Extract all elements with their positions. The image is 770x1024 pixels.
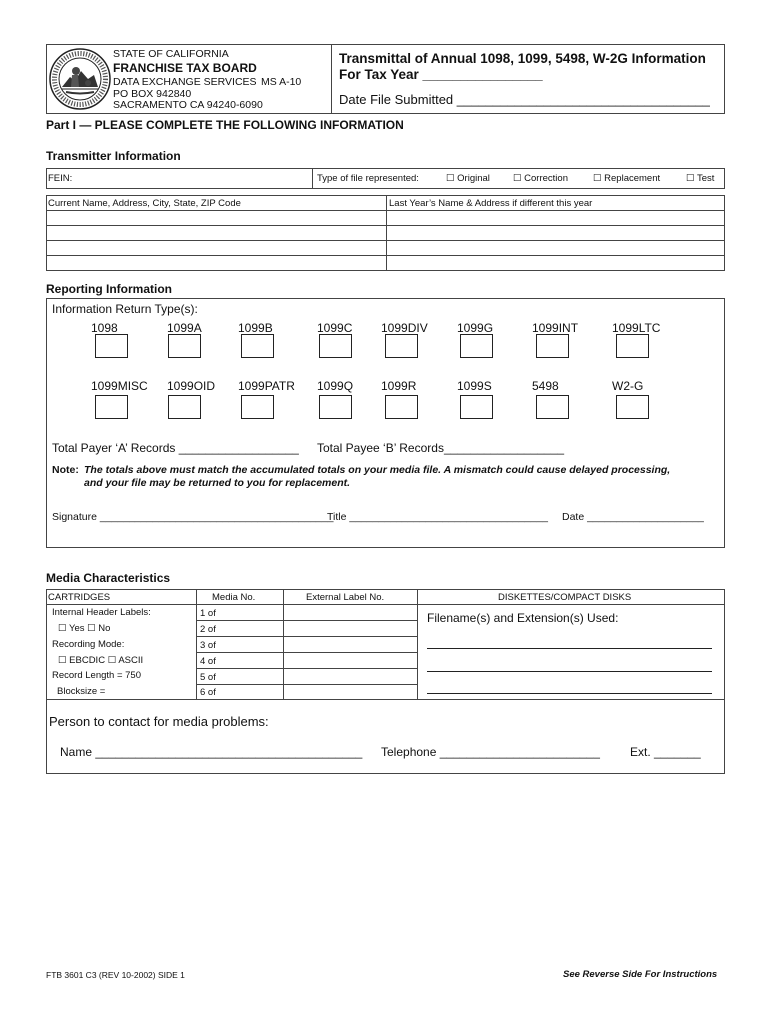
type-label-1099misc: 1099MISC	[91, 379, 148, 393]
media-no-3: 3 of	[200, 640, 216, 651]
media-row-line-4	[196, 668, 417, 669]
header-dept: DATA EXCHANGE SERVICES	[113, 76, 257, 88]
type-label-1099a: 1099A	[167, 321, 202, 335]
option-correction-label: Correction	[524, 173, 568, 184]
file-type-label: Type of file represented:	[317, 173, 419, 184]
filename-line-2[interactable]	[427, 671, 712, 672]
name-address-divider	[386, 195, 387, 271]
checkbox-w2g[interactable]	[616, 395, 649, 419]
checkbox-1099b[interactable]	[241, 334, 274, 358]
type-label-1099int: 1099INT	[532, 321, 579, 335]
media-row-line-2	[196, 636, 417, 637]
type-label-1099patr: 1099PATR	[238, 379, 295, 393]
tax-year-field[interactable]: For Tax Year ________________	[339, 67, 543, 82]
type-label-1099oid: 1099OID	[167, 379, 216, 393]
ebcdic-ascii-options[interactable]: ☐ EBCDIC ☐ ASCII	[58, 655, 144, 666]
row-line-2	[46, 225, 725, 226]
current-name-label: Current Name, Address, City, State, ZIP Code	[48, 198, 241, 209]
internal-header-label: Internal Header Labels:	[52, 607, 151, 618]
header-city: SACRAMENTO CA 94240-6090	[113, 99, 263, 111]
type-label-1099div: 1099DIV	[381, 321, 428, 335]
media-heading: Media Characteristics	[46, 571, 171, 585]
option-replacement-label: Replacement	[604, 173, 661, 184]
note-line-2: and your file may be returned to you for replacement.	[84, 477, 351, 489]
type-label-1099q: 1099Q	[317, 379, 354, 393]
checkbox-1099misc[interactable]	[95, 395, 128, 419]
checkbox-1099oid[interactable]	[168, 395, 201, 419]
header-state: STATE OF CALIFORNIA	[113, 48, 229, 60]
checkbox-1099div[interactable]	[385, 334, 418, 358]
type-label-1098: 1098	[91, 321, 118, 335]
media-col-2	[283, 589, 284, 699]
col-cartridges: CARTRIDGES	[48, 592, 111, 603]
signature-field[interactable]: Signature ________________________________________	[52, 511, 334, 523]
row-line-3	[46, 240, 725, 241]
media-header-line	[46, 604, 725, 605]
note-line-1: The totals above must match the accumulated totals on your media file. A mismatch could cause delayed processing,	[84, 464, 671, 476]
checkbox-1099c[interactable]	[319, 334, 352, 358]
media-col-1	[196, 589, 197, 699]
option-test-label: Test	[696, 173, 715, 184]
form-id: FTB 3601 C3 (REV 10-2002) SIDE 1	[46, 970, 185, 980]
type-label-1099r: 1099R	[381, 379, 417, 393]
option-correction[interactable]: ☐ Correction	[513, 173, 568, 184]
contact-telephone-field[interactable]: Telephone ________________________	[381, 745, 600, 759]
recording-mode-label: Recording Mode:	[52, 639, 125, 650]
total-payee-field[interactable]: Total Payee ‘B’ Records__________________	[317, 441, 565, 455]
media-row-line-5	[196, 684, 417, 685]
contact-heading: Person to contact for media problems:	[49, 714, 269, 729]
type-label-w2g: W2-G	[612, 379, 644, 393]
media-bottom-line	[46, 699, 725, 700]
media-no-1: 1 of	[200, 608, 216, 619]
media-no-2: 2 of	[200, 624, 216, 635]
header-ms: MS A-10	[261, 76, 302, 88]
checkbox-5498[interactable]	[536, 395, 569, 419]
form-title: Transmittal of Annual 1098, 1099, 5498, W-2G Information	[339, 51, 706, 66]
state-seal-icon	[48, 47, 112, 111]
record-length-label: Record Length = 750	[52, 670, 141, 681]
fein-field[interactable]: FEIN:	[48, 173, 73, 184]
contact-ext-field[interactable]: Ext. _______	[630, 745, 701, 759]
type-label-1099ltc: 1099LTC	[612, 321, 661, 335]
checkbox-1099int[interactable]	[536, 334, 569, 358]
checkbox-1099s[interactable]	[460, 395, 493, 419]
checkbox-1099a[interactable]	[168, 334, 201, 358]
title-field[interactable]: Title __________________________________	[327, 511, 548, 523]
media-no-5: 5 of	[200, 672, 216, 683]
date-file-submitted-field[interactable]: Date File Submitted ___________________________________	[339, 92, 710, 107]
col-diskettes: DISKETTES/COMPACT DISKS	[498, 592, 632, 603]
media-row-line-1	[196, 620, 417, 621]
filename-line-1[interactable]	[427, 648, 712, 649]
contact-name-field[interactable]: Name ________________________________________	[60, 745, 363, 759]
media-col-3	[417, 589, 418, 699]
option-replacement[interactable]: ☐ Replacement	[593, 173, 661, 184]
total-payer-field[interactable]: Total Payer ‘A’ Records __________________	[52, 441, 299, 455]
col-external-label: External Label No.	[306, 592, 385, 603]
return-types-label: Information Return Type(s):	[52, 302, 198, 316]
checkbox-1099r[interactable]	[385, 395, 418, 419]
note-label: Note:	[52, 464, 79, 476]
checkbox-1099ltc[interactable]	[616, 334, 649, 358]
header-pobox: PO BOX 942840	[113, 88, 192, 100]
row-line-4	[46, 255, 725, 256]
media-row-line-3	[196, 652, 417, 653]
checkbox-1099patr[interactable]	[241, 395, 274, 419]
filename-line-3[interactable]	[427, 693, 712, 694]
reverse-side-note: See Reverse Side For Instructions	[563, 969, 718, 980]
transmitter-heading: Transmitter Information	[46, 149, 181, 163]
media-no-6: 6 of	[200, 687, 216, 698]
checkbox-1099g[interactable]	[460, 334, 493, 358]
checkbox-1099q[interactable]	[319, 395, 352, 419]
type-label-1099c: 1099C	[317, 321, 353, 335]
checkbox-1098[interactable]	[95, 334, 128, 358]
option-test[interactable]: ☐ Test	[686, 173, 715, 184]
fein-divider	[312, 168, 313, 189]
filenames-label: Filename(s) and Extension(s) Used:	[427, 611, 619, 625]
date-field[interactable]: Date ____________________	[562, 511, 704, 523]
header-agency: FRANCHISE TAX BOARD	[113, 61, 257, 75]
row-line-1	[46, 210, 725, 211]
type-label-1099b: 1099B	[238, 321, 273, 335]
last-year-label: Last Year’s Name & Address if different this year	[389, 198, 593, 209]
part1-heading: Part I — PLEASE COMPLETE THE FOLLOWING INFORMATION	[46, 118, 404, 132]
option-original[interactable]: ☐ Original	[446, 173, 490, 184]
type-label-1099s: 1099S	[457, 379, 492, 393]
col-media-no: Media No.	[212, 592, 256, 603]
header-divider	[331, 44, 332, 114]
yes-no-options[interactable]: ☐ Yes ☐ No	[58, 623, 111, 634]
type-label-5498: 5498	[532, 379, 559, 393]
reporting-heading: Reporting Information	[46, 282, 172, 296]
media-no-4: 4 of	[200, 656, 216, 667]
type-label-1099g: 1099G	[457, 321, 494, 335]
blocksize-label: Blocksize =	[57, 686, 106, 697]
option-original-label: Original	[457, 173, 490, 184]
